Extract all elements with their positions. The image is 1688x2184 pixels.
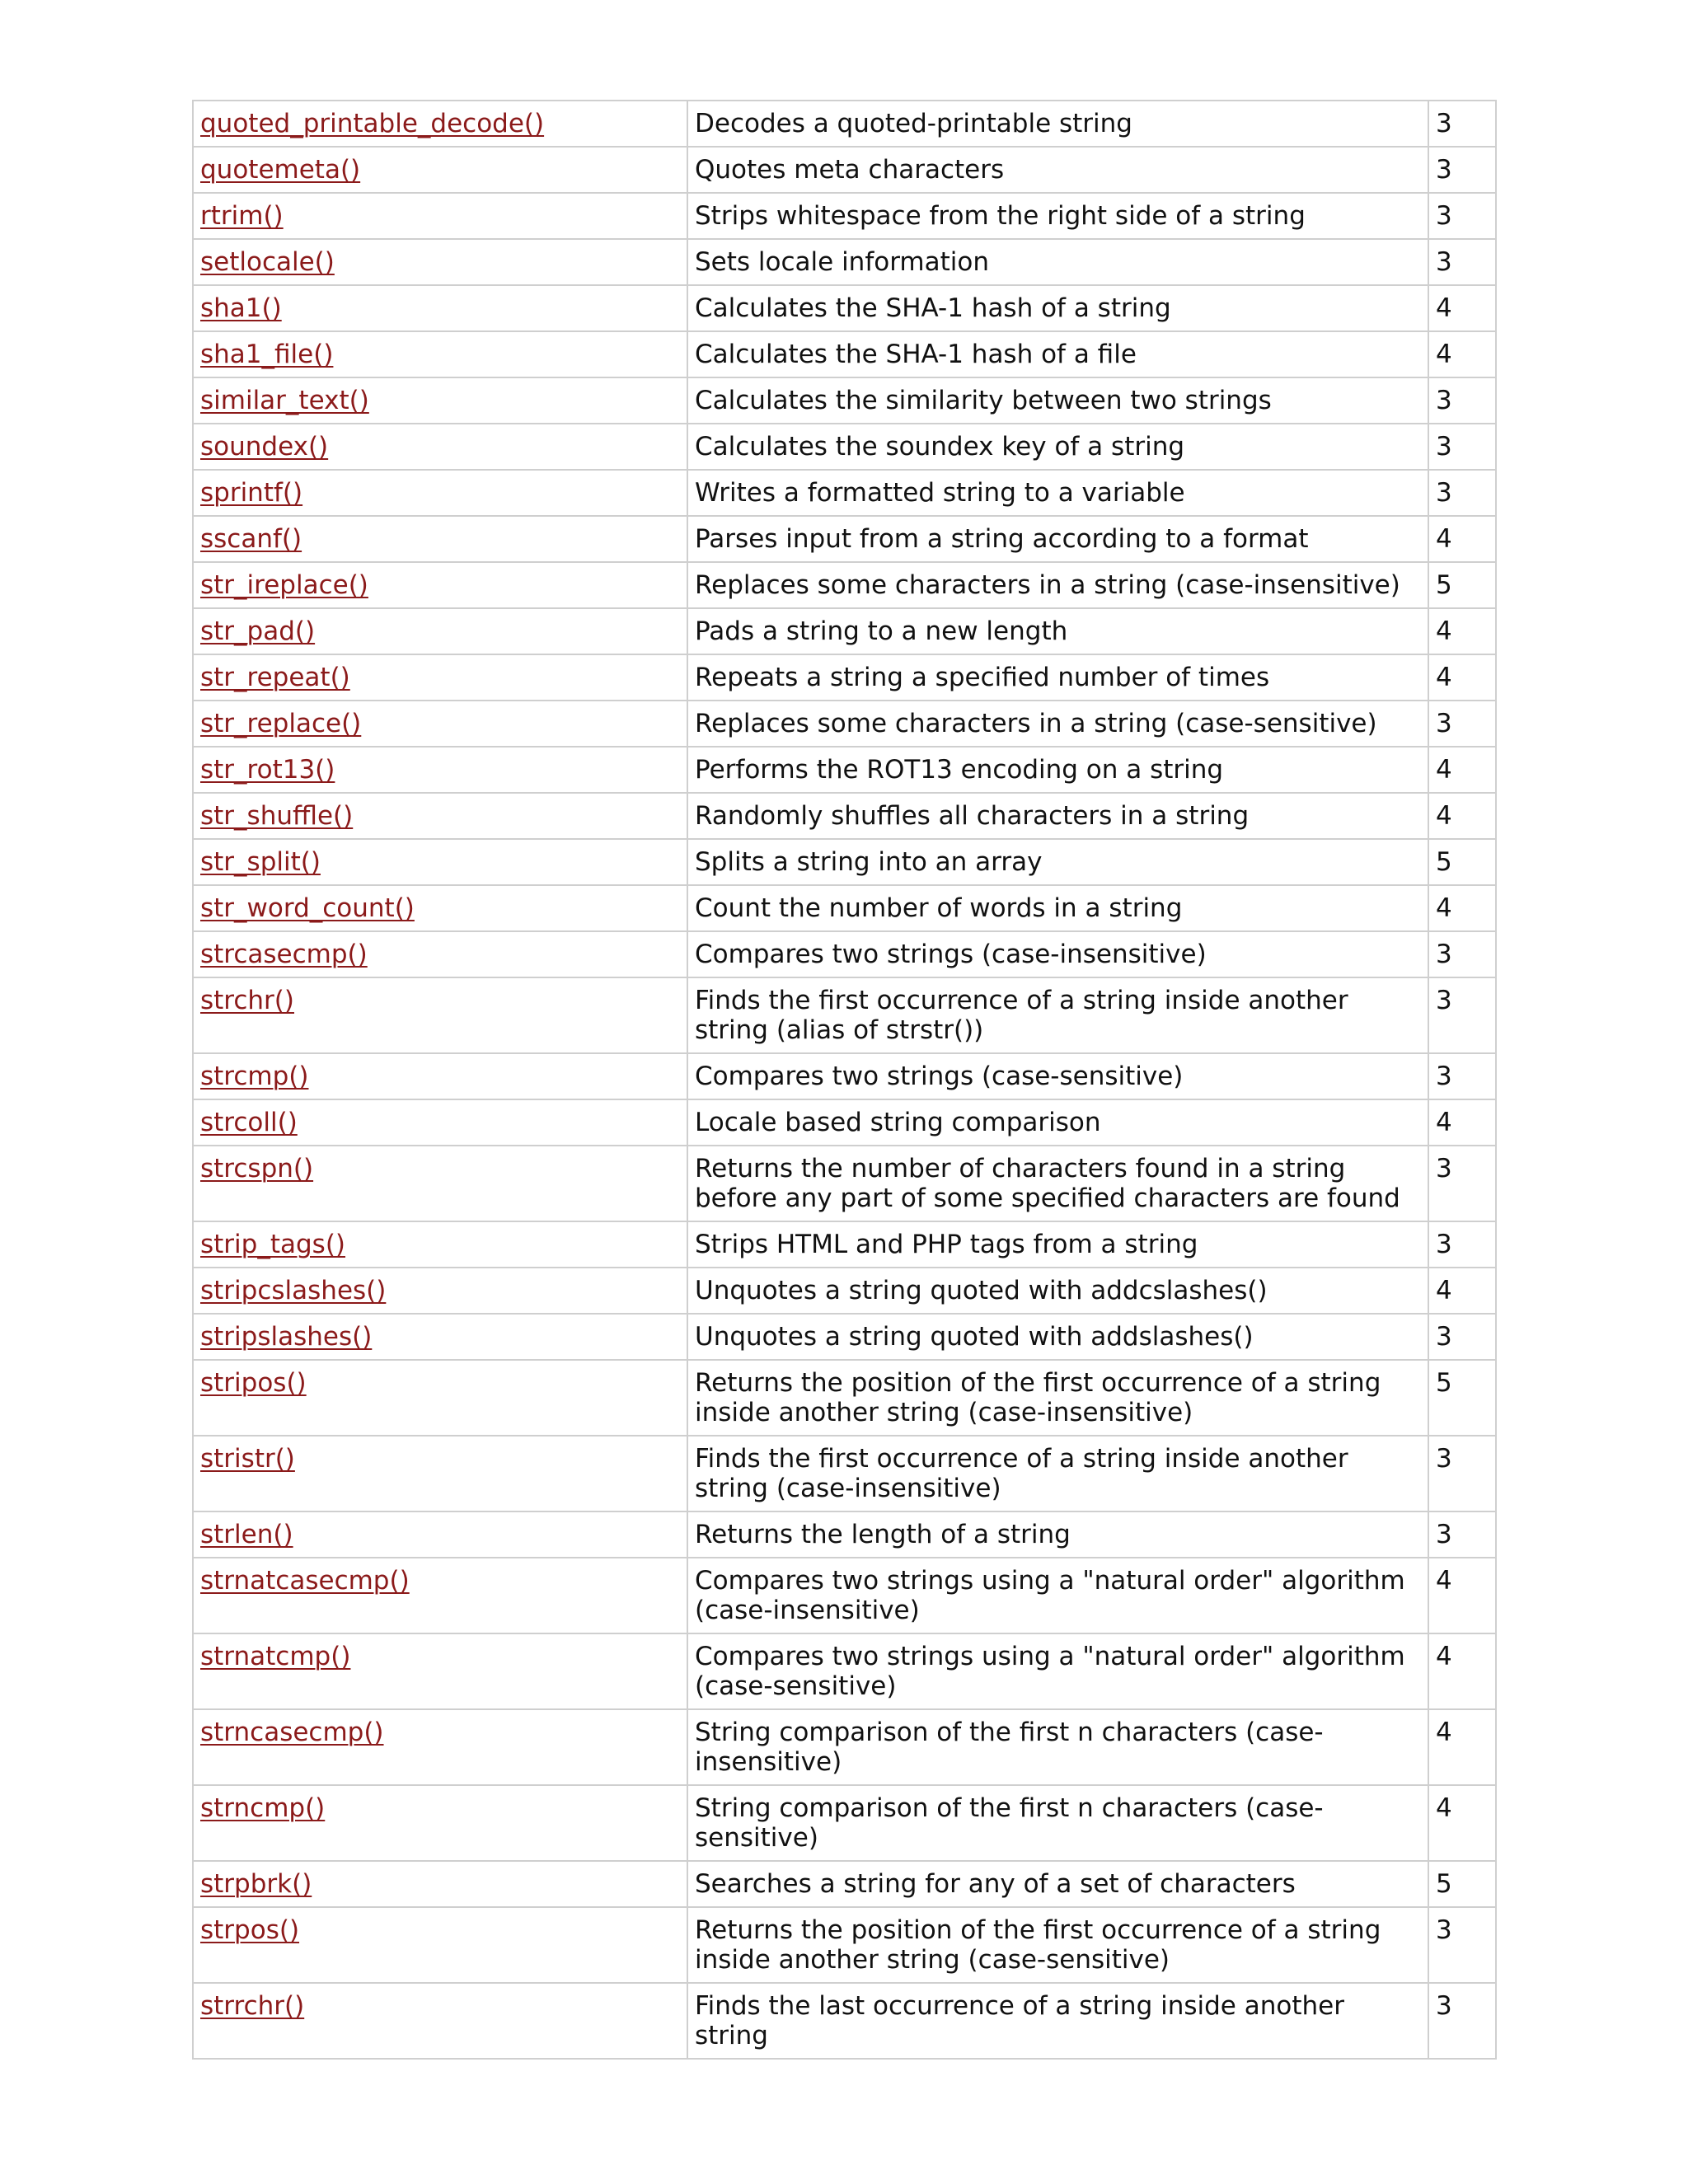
function-name-cell (193, 1268, 687, 1314)
table-row (193, 1511, 1496, 1558)
function-name-cell (193, 1314, 687, 1360)
table-row (193, 101, 1496, 147)
description-cell: Quotes meta characters (687, 147, 1428, 193)
function-name-cell (193, 977, 687, 1053)
function-name-cell (193, 1099, 687, 1146)
table-row (193, 1314, 1496, 1360)
function-name-cell (193, 1053, 687, 1099)
description-cell: String comparison of the first n characters (case-sensitive) (687, 1785, 1428, 1861)
function-name-cell (193, 1221, 687, 1268)
function-name-cell (193, 931, 687, 977)
table-row (193, 1221, 1496, 1268)
function-link[interactable]: str_replace() (200, 709, 362, 738)
php-version-cell: 3 (1428, 977, 1496, 1053)
function-link[interactable]: quotemeta() (200, 155, 361, 185)
php-version-cell: 4 (1428, 608, 1496, 654)
function-name-cell (193, 1633, 687, 1709)
php-version-cell: 3 (1428, 1053, 1496, 1099)
table-row (193, 1146, 1496, 1221)
function-name-cell (193, 1146, 687, 1221)
function-link[interactable]: sprintf() (200, 478, 303, 508)
description-cell: Replaces some characters in a string (case-insensitive) (687, 562, 1428, 608)
table-row (193, 516, 1496, 562)
table-row (193, 747, 1496, 793)
php-version-cell: 3 (1428, 931, 1496, 977)
function-link[interactable]: str_word_count() (200, 893, 415, 923)
php-version-cell: 4 (1428, 793, 1496, 839)
description-cell: Count the number of words in a string (687, 885, 1428, 931)
function-name-cell (193, 654, 687, 701)
description-cell: Parses input from a string according to a format (687, 516, 1428, 562)
php-version-cell: 3 (1428, 239, 1496, 285)
function-link[interactable]: strchr() (200, 986, 294, 1015)
function-link[interactable]: similar_text() (200, 386, 369, 415)
function-link[interactable]: str_pad() (200, 616, 316, 646)
function-link[interactable]: sscanf() (200, 524, 302, 554)
table-row (193, 470, 1496, 516)
description-cell: Calculates the SHA-1 hash of a file (687, 331, 1428, 377)
table-body (193, 101, 1496, 2059)
description-cell: Repeats a string a specified number of times (687, 654, 1428, 701)
table-row (193, 285, 1496, 331)
table-row (193, 1558, 1496, 1633)
description-cell: Finds the first occurrence of a string inside another string (alias of strstr()) (687, 977, 1428, 1053)
php-version-cell: 3 (1428, 424, 1496, 470)
php-version-cell: 5 (1428, 1360, 1496, 1436)
description-cell: String comparison of the first n characters (case-insensitive) (687, 1709, 1428, 1785)
php-version-cell: 4 (1428, 885, 1496, 931)
table-row (193, 1099, 1496, 1146)
php-version-cell: 4 (1428, 1633, 1496, 1709)
function-name-cell (193, 424, 687, 470)
function-name-cell (193, 147, 687, 193)
table-row (193, 885, 1496, 931)
description-cell: Searches a string for any of a set of characters (687, 1861, 1428, 1907)
function-name-cell (193, 1360, 687, 1436)
function-name-cell (193, 608, 687, 654)
description-cell: Sets locale information (687, 239, 1428, 285)
table-row (193, 1983, 1496, 2059)
function-link[interactable]: sha1_file() (200, 340, 334, 369)
php-version-cell: 4 (1428, 654, 1496, 701)
function-link[interactable]: strcasecmp() (200, 940, 368, 969)
description-cell: Locale based string comparison (687, 1099, 1428, 1146)
function-name-cell (193, 701, 687, 747)
table-row (193, 1785, 1496, 1861)
description-cell: Pads a string to a new length (687, 608, 1428, 654)
table-row (193, 1360, 1496, 1436)
table-row (193, 147, 1496, 193)
function-name-cell (193, 1785, 687, 1861)
function-name-cell (193, 1436, 687, 1511)
function-link[interactable]: setlocale() (200, 247, 335, 277)
function-link[interactable]: sha1() (200, 293, 282, 323)
php-version-cell: 3 (1428, 1511, 1496, 1558)
function-name-cell (193, 562, 687, 608)
php-version-cell: 4 (1428, 516, 1496, 562)
table-row (193, 701, 1496, 747)
php-version-cell: 3 (1428, 101, 1496, 147)
function-name-cell (193, 1861, 687, 1907)
function-name-cell (193, 516, 687, 562)
php-version-cell: 4 (1428, 1709, 1496, 1785)
function-name-cell (193, 1907, 687, 1983)
function-link[interactable]: stripos() (200, 1368, 307, 1398)
php-version-cell: 4 (1428, 1558, 1496, 1633)
function-name-cell (193, 470, 687, 516)
table-row (193, 839, 1496, 885)
function-name-cell (193, 193, 687, 239)
function-name-cell (193, 285, 687, 331)
description-cell: Writes a formatted string to a variable (687, 470, 1428, 516)
description-cell: Compares two strings (case-sensitive) (687, 1053, 1428, 1099)
table-row (193, 1633, 1496, 1709)
description-cell: Compares two strings (case-insensitive) (687, 931, 1428, 977)
description-cell: Calculates the soundex key of a string (687, 424, 1428, 470)
php-version-cell: 3 (1428, 1314, 1496, 1360)
function-reference-table (192, 100, 1497, 2060)
php-version-cell: 3 (1428, 1983, 1496, 2059)
php-version-cell: 5 (1428, 839, 1496, 885)
php-version-cell: 3 (1428, 701, 1496, 747)
table-row (193, 977, 1496, 1053)
php-version-cell: 3 (1428, 470, 1496, 516)
description-cell: Unquotes a string quoted with addslashes() (687, 1314, 1428, 1360)
description-cell: Calculates the SHA-1 hash of a string (687, 285, 1428, 331)
php-version-cell: 3 (1428, 377, 1496, 424)
description-cell: Performs the ROT13 encoding on a string (687, 747, 1428, 793)
function-link[interactable]: stripslashes() (200, 1322, 373, 1352)
description-cell: Strips HTML and PHP tags from a string (687, 1221, 1428, 1268)
table-row (193, 654, 1496, 701)
function-name-cell (193, 1709, 687, 1785)
function-link[interactable]: strcspn() (200, 1154, 314, 1183)
function-link[interactable]: strnatcmp() (200, 1642, 351, 1671)
table-row (193, 1861, 1496, 1907)
description-cell: Replaces some characters in a string (case-sensitive) (687, 701, 1428, 747)
function-link[interactable]: strrchr() (200, 1991, 305, 2021)
description-cell: Calculates the similarity between two strings (687, 377, 1428, 424)
function-link[interactable]: strnatcasecmp() (200, 1566, 410, 1596)
description-cell: Returns the position of the first occurrence of a string inside another string (case-insensitive) (687, 1360, 1428, 1436)
function-link[interactable]: strcmp() (200, 1062, 309, 1091)
description-cell: Compares two strings using a "natural order" algorithm (case-sensitive) (687, 1633, 1428, 1709)
table-row (193, 1709, 1496, 1785)
description-cell: Returns the position of the first occurrence of a string inside another string (case-sensitive) (687, 1907, 1428, 1983)
table-row (193, 377, 1496, 424)
function-name-cell (193, 1558, 687, 1633)
function-name-cell (193, 101, 687, 147)
description-cell: Finds the first occurrence of a string inside another string (case-insensitive) (687, 1436, 1428, 1511)
function-link[interactable]: quoted_printable_decode() (200, 109, 545, 138)
function-link[interactable]: stripcslashes() (200, 1276, 387, 1305)
function-link[interactable]: strpbrk() (200, 1869, 312, 1899)
php-version-cell: 4 (1428, 1785, 1496, 1861)
function-link[interactable]: str_shuffle() (200, 801, 354, 831)
function-name-cell (193, 839, 687, 885)
function-name-cell (193, 377, 687, 424)
table-row (193, 608, 1496, 654)
function-name-cell (193, 1983, 687, 2059)
php-version-cell: 4 (1428, 1268, 1496, 1314)
function-link[interactable]: soundex() (200, 432, 329, 462)
description-cell: Finds the last occurrence of a string inside another string (687, 1983, 1428, 2059)
table-row (193, 239, 1496, 285)
function-name-cell (193, 239, 687, 285)
function-link[interactable]: stristr() (200, 1444, 295, 1474)
function-name-cell (193, 793, 687, 839)
php-version-cell: 3 (1428, 1907, 1496, 1983)
function-link[interactable]: strncmp() (200, 1793, 326, 1823)
description-cell: Decodes a quoted-printable string (687, 101, 1428, 147)
table-row (193, 1436, 1496, 1511)
function-link[interactable]: str_rot13() (200, 755, 335, 785)
table-row (193, 193, 1496, 239)
table-row (193, 1907, 1496, 1983)
php-version-cell: 5 (1428, 562, 1496, 608)
table-row (193, 1053, 1496, 1099)
function-link[interactable]: strcoll() (200, 1108, 298, 1137)
function-name-cell (193, 331, 687, 377)
php-version-cell: 3 (1428, 1221, 1496, 1268)
table-row (193, 1268, 1496, 1314)
php-version-cell: 3 (1428, 147, 1496, 193)
php-version-cell: 4 (1428, 331, 1496, 377)
table-row (193, 331, 1496, 377)
function-name-cell (193, 885, 687, 931)
php-version-cell: 4 (1428, 285, 1496, 331)
description-cell: Unquotes a string quoted with addcslashes() (687, 1268, 1428, 1314)
table-row (193, 562, 1496, 608)
table-row (193, 424, 1496, 470)
function-link[interactable]: strlen() (200, 1520, 293, 1549)
php-version-cell: 3 (1428, 1436, 1496, 1511)
table-row (193, 793, 1496, 839)
function-link[interactable]: str_ireplace() (200, 570, 368, 600)
function-link[interactable]: strip_tags() (200, 1230, 346, 1259)
function-link[interactable]: rtrim() (200, 201, 284, 231)
php-version-cell: 5 (1428, 1861, 1496, 1907)
function-link[interactable]: strpos() (200, 1915, 300, 1945)
php-version-cell: 3 (1428, 193, 1496, 239)
function-link[interactable]: strncasecmp() (200, 1718, 384, 1747)
table-row (193, 931, 1496, 977)
function-name-cell (193, 747, 687, 793)
description-cell: Splits a string into an array (687, 839, 1428, 885)
description-cell: Returns the number of characters found in a string before any part of some specified characters are found (687, 1146, 1428, 1221)
description-cell: Strips whitespace from the right side of a string (687, 193, 1428, 239)
function-name-cell (193, 1511, 687, 1558)
description-cell: Compares two strings using a "natural order" algorithm (case-insensitive) (687, 1558, 1428, 1633)
function-link[interactable]: str_repeat() (200, 663, 350, 692)
description-cell: Returns the length of a string (687, 1511, 1428, 1558)
php-version-cell: 4 (1428, 1099, 1496, 1146)
php-version-cell: 3 (1428, 1146, 1496, 1221)
php-version-cell: 4 (1428, 747, 1496, 793)
function-link[interactable]: str_split() (200, 847, 321, 877)
description-cell: Randomly shuffles all characters in a string (687, 793, 1428, 839)
